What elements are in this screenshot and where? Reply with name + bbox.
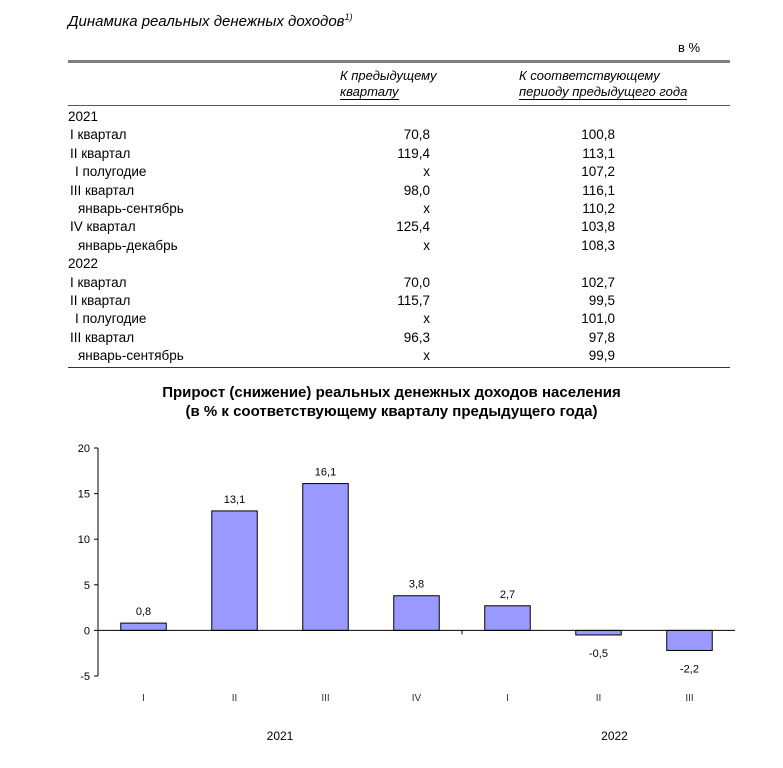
value-previous-year: 99,5 (588, 292, 615, 308)
row-label: III квартал (70, 329, 135, 345)
bar-value-label: -2,2 (680, 663, 699, 676)
x-category-label: III (321, 693, 330, 704)
x-group-label: 2022 (601, 729, 628, 743)
bar (394, 596, 440, 631)
table-title: Динамика реальных денежных доходов$^{1)}$ (68, 12, 353, 30)
table-top-rule (68, 60, 730, 63)
row-label: январь-сентябрь (78, 348, 184, 364)
x-category-label: II (231, 693, 238, 704)
table-row (0, 126, 783, 144)
value-previous-quarter: x (423, 237, 430, 253)
value-previous-quarter: 125,4 (396, 219, 430, 235)
table-row (0, 163, 783, 181)
value-previous-quarter: 96,3 (403, 329, 430, 345)
table-bottom-rule (68, 367, 730, 368)
value-previous-year: 99,9 (588, 348, 615, 364)
row-label: 2021 (68, 109, 99, 124)
bar-value-label: 16,1 (314, 466, 337, 479)
x-group-label: 2021 (266, 729, 294, 743)
x-category-label: II (595, 693, 602, 704)
row-label: январь-сентябрь (78, 200, 184, 216)
x-category-label: IV (411, 693, 422, 704)
chart-title-line2: (в % к соответствующему кварталу предыдущего года) (185, 403, 598, 420)
table-row (0, 292, 783, 310)
row-label: I полугодие (75, 164, 147, 180)
value-previous-year: 110,2 (582, 200, 615, 216)
y-tick-label: 0 (83, 625, 90, 638)
row-label: III квартал (70, 182, 135, 198)
table-row (0, 255, 783, 273)
bar (303, 484, 349, 631)
value-previous-year: 108,3 (581, 237, 615, 253)
table-row (0, 237, 783, 255)
x-category-label: I (142, 693, 145, 704)
row-label: I полугодие (75, 311, 147, 327)
value-previous-year: 103,8 (581, 219, 615, 235)
table-row (0, 200, 783, 218)
row-label: II квартал (70, 292, 131, 308)
row-label: январь-декабрь (78, 237, 178, 253)
bar-value-label: 2,7 (499, 588, 516, 601)
x-category-label: I (506, 693, 509, 704)
value-previous-year: 100,8 (581, 127, 615, 143)
table-row (0, 274, 783, 292)
table-row (0, 347, 783, 365)
col2-header-line2: периоду предыдущего года (519, 84, 688, 99)
unit-label: в % (678, 40, 701, 55)
chart-title (0, 383, 783, 421)
value-previous-year: 116,1 (582, 182, 615, 198)
y-tick-label: -5 (80, 671, 90, 683)
value-previous-quarter: 119,4 (397, 145, 430, 161)
y-tick-label: 5 (83, 579, 90, 592)
value-previous-year: 102,7 (581, 274, 615, 290)
value-previous-quarter: x (423, 348, 430, 364)
table-row (0, 182, 783, 200)
col1-header-line1: К предыдущему (340, 68, 437, 83)
col1-header-line2: кварталу (340, 84, 399, 99)
value-previous-quarter: 115,7 (397, 292, 430, 308)
table-row (0, 329, 783, 347)
value-previous-quarter: 98,0 (403, 182, 430, 198)
bar (667, 630, 713, 650)
y-tick-label: 20 (77, 443, 90, 455)
row-label: 2022 (68, 256, 99, 272)
x-category-label: III (685, 693, 694, 704)
value-previous-year: 107,2 (581, 164, 615, 180)
column-header-previous-year (519, 68, 739, 100)
value-previous-quarter: x (423, 200, 430, 216)
value-previous-quarter: 70,0 (403, 274, 430, 290)
bar (212, 511, 258, 630)
col2-header-line1: К соответствующему (519, 68, 660, 83)
value-previous-year: 113,1 (582, 145, 615, 161)
value-previous-year: 97,8 (588, 329, 615, 345)
value-previous-quarter: 70,8 (403, 127, 430, 143)
table-row (0, 108, 783, 126)
bar (485, 606, 531, 631)
chart-title-line1: Прирост (снижение) реальных денежных доходов населения (162, 384, 621, 401)
value-previous-quarter: x (423, 311, 430, 327)
table-row (0, 145, 783, 163)
table-row (0, 218, 783, 236)
bar (576, 630, 622, 635)
bar (121, 623, 167, 630)
value-previous-quarter: x (423, 164, 430, 180)
bar-chart (0, 430, 783, 760)
bar-value-label: 3,8 (408, 578, 425, 591)
table-body (0, 108, 783, 365)
table-row (0, 310, 783, 328)
y-tick-label: 15 (77, 488, 90, 501)
bar-value-label: -0,5 (589, 647, 608, 660)
value-previous-year: 101,0 (581, 311, 615, 327)
bar-value-label: 0,8 (135, 606, 152, 619)
row-label: I квартал (70, 127, 127, 143)
row-label: II квартал (70, 145, 131, 161)
table-header-rule (68, 105, 730, 106)
footnote-mark: 1) (344, 12, 353, 22)
bar-value-label: 13,1 (223, 493, 246, 506)
y-tick-label: 10 (77, 534, 90, 547)
row-label: I квартал (70, 274, 127, 290)
row-label: IV квартал (70, 219, 136, 235)
column-header-previous-quarter (340, 68, 470, 100)
